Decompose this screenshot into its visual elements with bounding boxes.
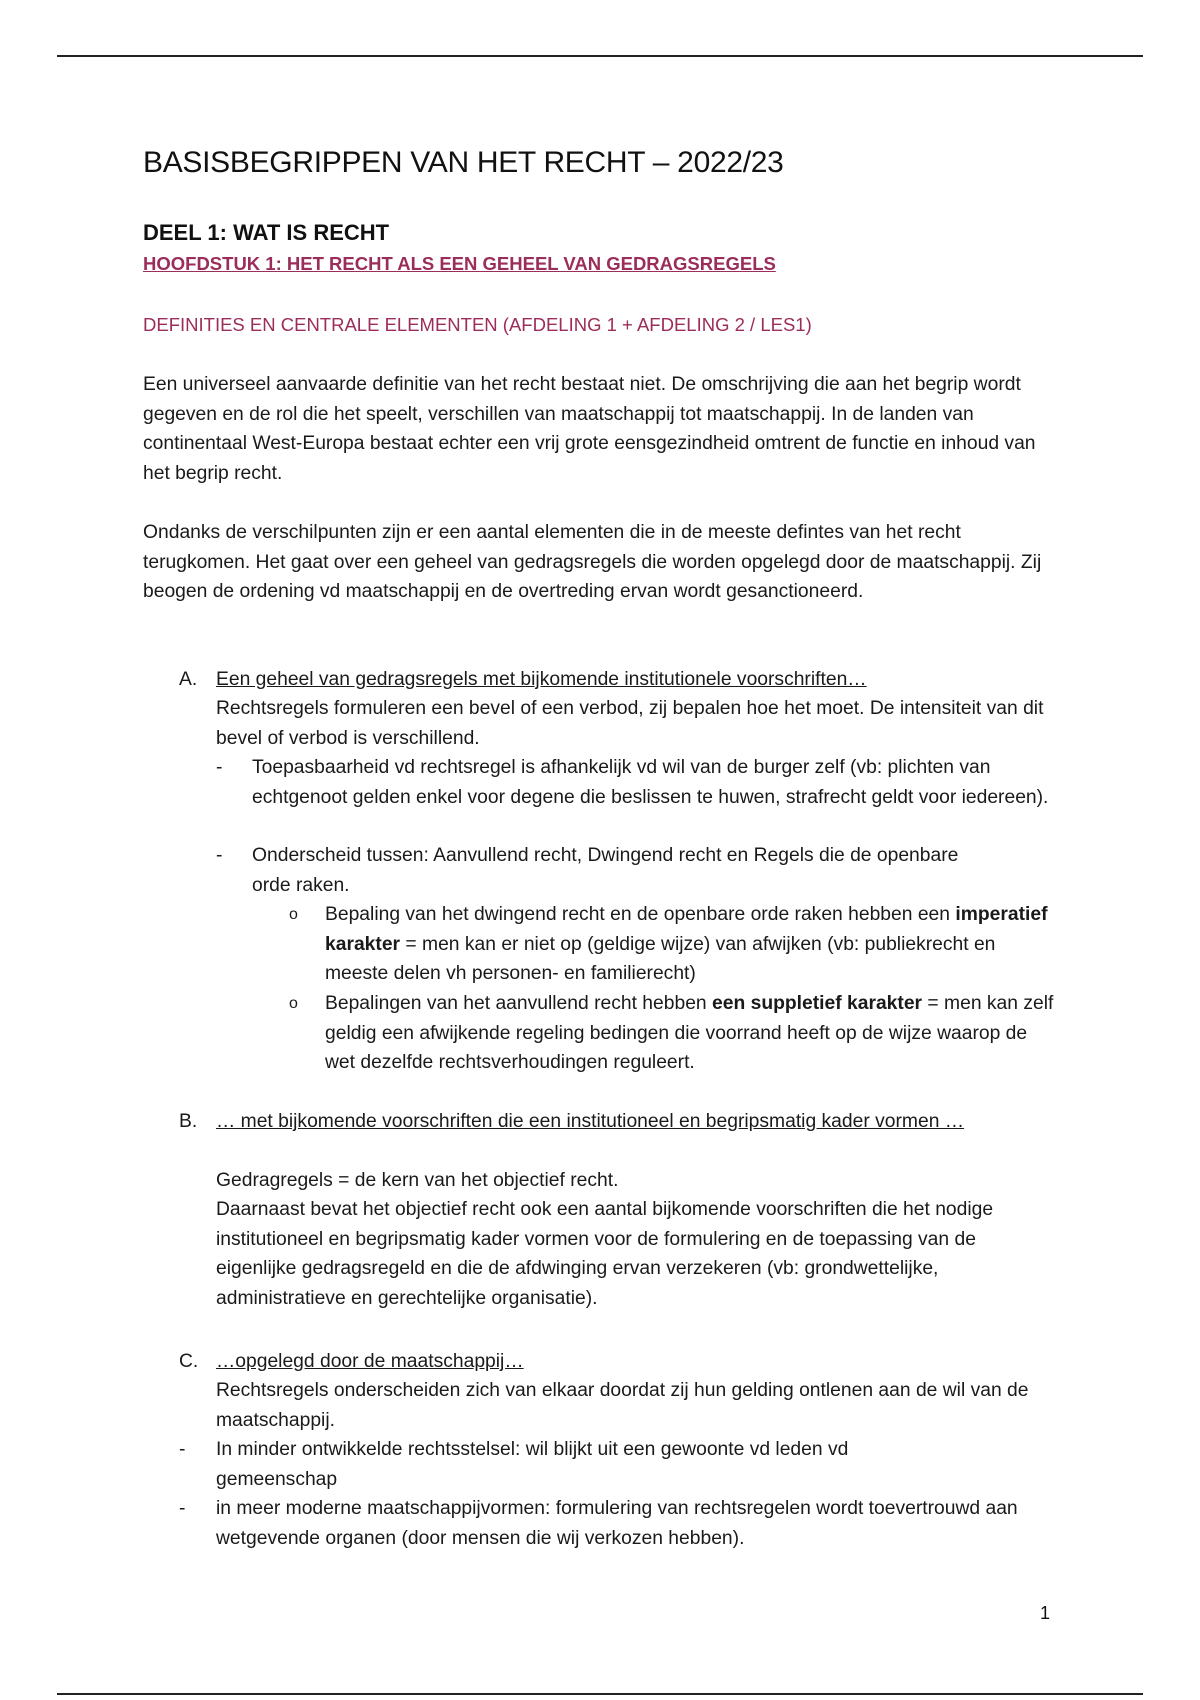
- footer-rule: [57, 1693, 1143, 1695]
- bullet-item: Toepasbaarheid vd rechtsregel is afhankelijk vd wil van de burger zelf (vb: plichten van echtgenoot gelden enkel voor degene die beslissen te huwen, strafrecht geldt voor iedereen).: [252, 757, 1049, 808]
- paragraph-elements: Ondanks de verschilpunten zijn er een aantal elementen die in de meeste defintes van het recht terugkomen. Het gaat over een geheel van gedragsregels die worden opgelegd door de maatschappij. Zij beogen de ordening vd maatschappij en de overtreding ervan wordt gesanctioneerd.: [143, 522, 1042, 602]
- sub-bullet-text: Bepalingen van het aanvullend recht hebben: [325, 993, 707, 1014]
- dash-marker: -: [216, 845, 223, 866]
- page-number: 1: [1040, 1603, 1051, 1623]
- list-label: B.: [179, 1111, 198, 1132]
- sub-bullet-text: = men kan er niet op (geldige wijze) van afwijken (vb: publiekrecht en meeste delen vh personen- en familierecht): [325, 933, 996, 984]
- list-item-body: Daarnaast bevat het objectief recht ook een aantal bijkomende voorschriften die het nodige institutioneel en begripsmatig kader vormen voor de formulering en de toepassing van de eigenlijke gedragsregeld en die de afdwinging ervan verzekeren (vb: grondwettelijke, administratieve en gerechtelijke organisatie).: [216, 1199, 994, 1309]
- bold-term: een suppletief karakter: [712, 993, 923, 1014]
- document-title: BASISBEGRIPPEN VAN HET RECHT – 2022/23: [143, 146, 784, 179]
- sub-bullet-item: [325, 900, 1055, 989]
- part-heading: DEEL 1: WAT IS RECHT: [143, 220, 390, 245]
- circle-bullet-icon: o: [289, 906, 298, 923]
- list-item-heading: Een geheel van gedragsregels met bijkomende institutionele voorschriften…: [216, 669, 867, 690]
- bullet-item: in meer moderne maatschappijvormen: formulering van rechtsregelen wordt toevertrouwd aan wetgevende organen (door mensen die wij verkozen hebben).: [216, 1498, 1018, 1549]
- list-item-heading: …opgelegd door de maatschappij…: [216, 1351, 524, 1372]
- dash-marker: -: [179, 1498, 186, 1519]
- bullet-item: Onderscheid tussen: Aanvullend recht, Dwingend recht en Regels die de openbare orde raken.: [252, 845, 959, 896]
- list-label: C.: [179, 1351, 199, 1372]
- sub-bullet-item: [325, 989, 1055, 1078]
- dash-marker: -: [179, 1439, 186, 1460]
- list-item-body: Rechtsregels onderscheiden zich van elkaar doordat zij hun gelding ontlenen aan de wil van de maatschappij.: [216, 1380, 1029, 1431]
- list-item-body: Rechtsregels formuleren een bevel of een verbod, zij bepalen hoe het moet. De intensiteit van dit bevel of verbod is verschillend.: [216, 698, 1044, 749]
- bullet-item: In minder ontwikkelde rechtsstelsel: wil blijkt uit een gewoonte vd leden vd gemeenschap: [216, 1439, 849, 1490]
- dash-marker: -: [216, 757, 223, 778]
- list-item-heading: … met bijkomende voorschriften die een institutioneel en begripsmatig kader vormen …: [216, 1111, 965, 1132]
- paragraph-definition: Een universeel aanvaarde definitie van het recht bestaat niet. De omschrijving die aan het begrip wordt gegeven en de rol die het speelt, verschillen van maatschappij tot maatschappij. In de landen van continentaal West-Europa bestaat echter een vrij grote eensgezindheid omtrent de functie en inhoud van het begrip recht.: [143, 374, 1036, 484]
- circle-bullet-icon: o: [289, 995, 298, 1012]
- list-label: A.: [179, 669, 198, 690]
- sub-bullet-text: Bepaling van het dwingend recht en de openbare orde raken hebben een: [325, 904, 950, 925]
- list-item-line: Gedragregels = de kern van het objectief recht.: [216, 1170, 619, 1191]
- bold-term: imperatief karakter: [325, 904, 1048, 955]
- section-heading: DEFINITIES EN CENTRALE ELEMENTEN (AFDELING 1 + AFDELING 2 / LES1): [143, 314, 812, 335]
- header-rule: [57, 55, 1143, 57]
- chapter-heading: HOOFDSTUK 1: HET RECHT ALS EEN GEHEEL VAN GEDRAGSREGELS: [143, 253, 776, 274]
- sub-bullet-text: = men kan zelf geldig een afwijkende regeling bedingen die voorrand heeft op de wijze waarop de wet dezelfde rechtsverhoudingen reguleert.: [325, 993, 1054, 1073]
